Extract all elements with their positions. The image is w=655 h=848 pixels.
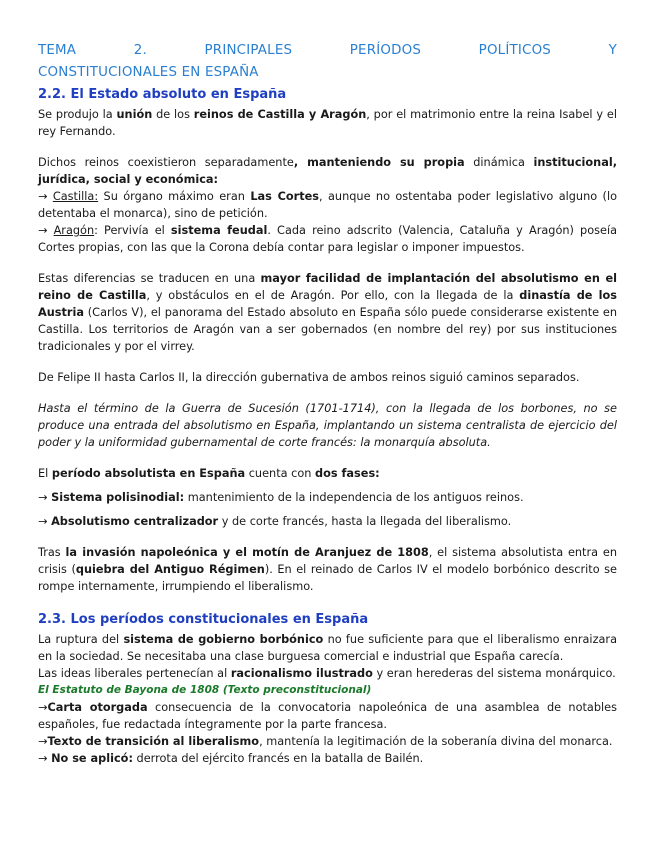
- list-item-not-applied: → No se aplicó: derrota del ejército francés en la batalla de Bailén.: [38, 752, 424, 765]
- paragraph-castilla: → Castilla: Su órgano máximo eran Las Cortes, aunque no ostentaba poder legislativo alguno (lo detentaba el monarca), sino de petición.: [38, 190, 618, 220]
- paragraph-felipe-ii: De Felipe II hasta Carlos II, la dirección gubernativa de ambos reinos siguió caminos separados.: [38, 371, 580, 384]
- list-item-transition-text: →Texto de transición al liberalismo, mantenía la legitimación de la soberanía divina del monarca.: [38, 735, 613, 748]
- paragraph-union: Se produjo la unión de los reinos de Castilla y Aragón, por el matrimonio entre la reina Isabel y el rey Fernando.: [38, 108, 617, 138]
- document-title-line1: TEMA 2. PRINCIPALES PERÍODOS POLÍTICOS Y: [38, 43, 617, 58]
- paragraph-rupture: La ruptura del sistema de gobierno borbónico no fue suficiente para que el liberalismo enraizara en la sociedad. Se necesitaba una clase burguesa comercial e industrial que España carecía.: [38, 633, 617, 663]
- paragraph-absolutist-period: El período absolutista en España cuenta con dos fases:: [38, 467, 380, 480]
- paragraph-succession-war: Hasta el término de la Guerra de Sucesión (1701-1714), con la llegada de los borbones, no se produce una entrada del absolutismo en España, implantando un sistema centralista de ejercicio del poder y la uniformidad gubernamental de corte francés: la monarquía absoluta.: [38, 402, 617, 449]
- section-2-3-heading: 2.3. Los períodos constitucionales en España: [38, 612, 369, 627]
- paragraph-aragon: → Aragón: Pervivía el sistema feudal. Cada reino adscrito (Valencia, Cataluña y Aragón) poseía Cortes propias, con las que la Corona debía contar para legislar o imponer impuestos.: [38, 224, 618, 254]
- list-item-carta-otorgada: →Carta otorgada consecuencia de la convocatoria napoleónica de una asamblea de notables españoles, fue redactada íntegramente por la parte francesa.: [38, 701, 618, 731]
- paragraph-coexistence: Dichos reinos coexistieron separadamente, manteniendo su propia dinámica institucional, jurídica, social y económica:: [38, 156, 618, 186]
- list-item-phase-1: → Sistema polisinodial: mantenimiento de la independencia de los antiguos reinos.: [38, 491, 524, 504]
- subsection-bayona-heading: El Estatuto de Bayona de 1808 (Texto preconstitucional): [38, 684, 372, 696]
- section-2-2-heading: 2.2. El Estado absoluto en España: [38, 87, 287, 102]
- paragraph-differences: Estas diferencias se traducen en una mayor facilidad de implantación del absolutismo en el reino de Castilla, y obstáculos en el de Aragón. Por ello, con la llegada de la dinastía de los Austria (Carlos V), el panorama del Estado absoluto en España sólo puede considerarse existente en Castilla. Los territorios de Aragón van a ser gobernados (en nombre del rey) por sus instituciones tradicionales y por el virrey.: [38, 272, 617, 353]
- document-title-line2: CONSTITUCIONALES EN ESPAÑA: [38, 65, 259, 80]
- list-item-phase-2: → Absolutismo centralizador y de corte francés, hasta la llegada del liberalismo.: [38, 515, 512, 528]
- document-page: [38, 40, 617, 767]
- paragraph-liberal-ideas: Las ideas liberales pertenecían al racionalismo ilustrado y eran herederas del sistema monárquico.: [38, 667, 616, 680]
- paragraph-napoleonic-invasion: Tras la invasión napoleónica y el motín de Aranjuez de 1808, el sistema absolutista entra en crisis (quiebra del Antiguo Régimen). En el reinado de Carlos IV el modelo borbónico descrito se rompe internamente, irrumpiendo el liberalismo.: [38, 546, 617, 593]
